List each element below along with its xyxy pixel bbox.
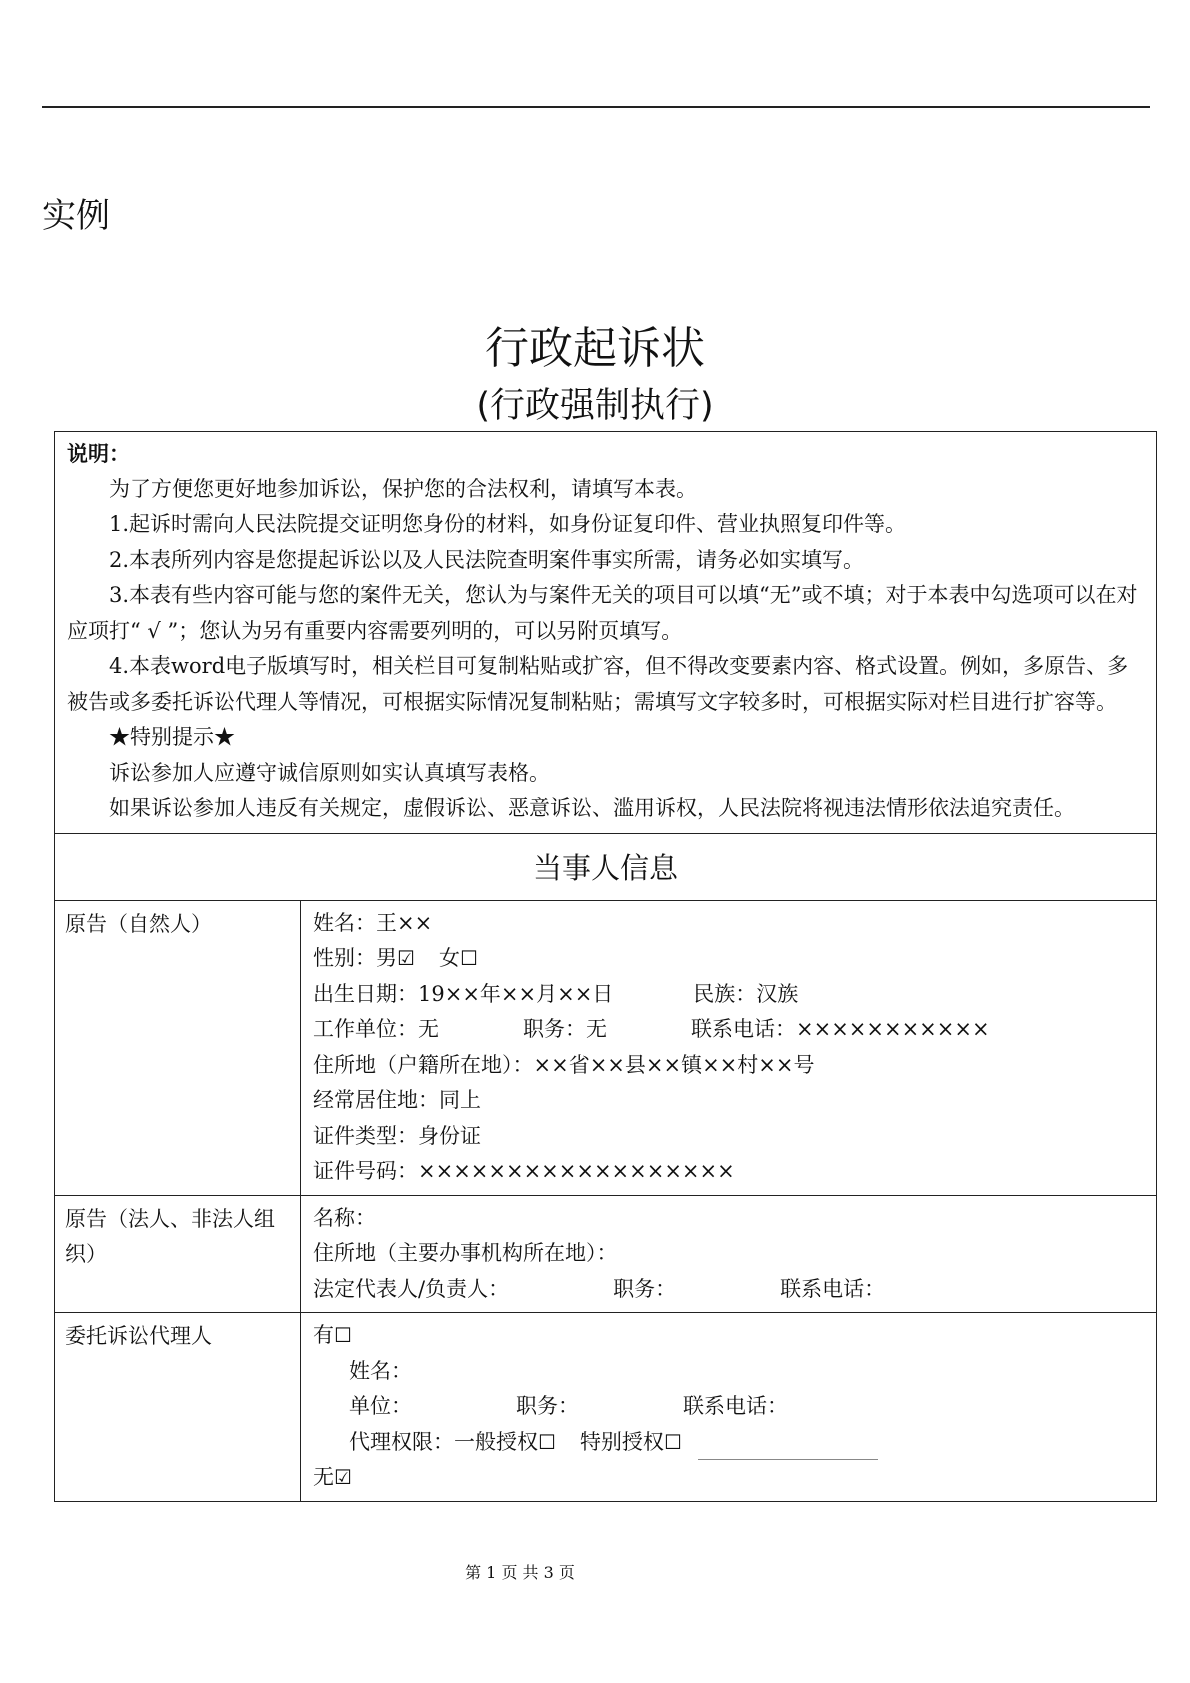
agent-unit-field[interactable]: 单位：: [349, 1394, 412, 1418]
agent-none-label: 无: [313, 1465, 334, 1489]
gender-female-checkbox[interactable]: ☐: [459, 946, 478, 970]
plaintiff-gender-row: [313, 941, 1144, 977]
agent-label: 委托诉讼代理人: [55, 1313, 301, 1502]
header-rule: [42, 106, 1150, 108]
agent-phone-field[interactable]: 联系电话：: [683, 1394, 788, 1418]
agent-name-field[interactable]: 姓名：: [349, 1358, 412, 1383]
complaint-form-table: [54, 431, 1157, 1502]
agent-authority-row: [313, 1425, 1144, 1461]
plaintiff-natural-label: 原告（自然人）: [55, 900, 301, 1195]
plaintiff-legal-fields: [301, 1195, 1157, 1313]
instruction-paragraph: 1.起诉时需向人民法院提交证明您身份的材料，如身份证复印件、营业执照复印件等。: [109, 512, 907, 536]
residence-field[interactable]: 经常居住地：同上: [313, 1088, 481, 1112]
representative-field[interactable]: 法定代表人/负责人：: [313, 1276, 510, 1301]
agent-has-checkbox[interactable]: ☐: [334, 1323, 352, 1347]
agent-has-label: 有: [313, 1323, 334, 1347]
page-number: 第 1 页 共 3 页: [465, 1563, 575, 1582]
section-title-parties: 当事人信息: [55, 833, 1157, 900]
document-subtitle: (行政强制执行): [476, 386, 714, 426]
plaintiff-natural-fields: [301, 900, 1157, 1195]
position-field[interactable]: 职务：无: [523, 1017, 607, 1041]
representative-position-field[interactable]: 职务：: [613, 1276, 677, 1301]
instruction-paragraph: 2.本表所列内容是您提起诉讼以及人民法院查明案件事实所需，请务必如实填写。: [109, 547, 865, 572]
authority-general-checkbox[interactable]: ☐: [538, 1429, 556, 1454]
org-domicile-field[interactable]: 住所地（主要办事机构所在地）：: [313, 1241, 618, 1265]
authority-general-label: 一般授权: [454, 1429, 538, 1454]
instructions-heading: 说明：: [67, 441, 130, 466]
plaintiff-work-row: [313, 1012, 1144, 1048]
org-name-field[interactable]: 名称：: [313, 1205, 376, 1230]
id-number-field[interactable]: 证件号码：××××××××××××××××××: [313, 1159, 735, 1183]
instruction-paragraph: 如果诉讼参加人违反有关规定，虚假诉讼、恶意诉讼、滥用诉权，人民法院将视违法情形依法追究责任。: [109, 796, 1075, 820]
gender-female-label: 女: [438, 946, 460, 970]
agent-none-row: [313, 1460, 1144, 1496]
employer-field[interactable]: 工作单位：无: [313, 1017, 439, 1041]
instruction-paragraph: 4.本表word电子版填写时，相关栏目可复制粘贴或扩容，但不得改变要素内容、格式设置。例如，多原告、多被告或多委托诉讼代理人等情况，可根据实际情况复制粘贴；需填写文字较多时，可根据实际对栏目进行扩容等。: [67, 654, 1129, 714]
authority-label: 代理权限：: [349, 1429, 454, 1454]
id-type-field[interactable]: 证件类型：身份证: [313, 1123, 481, 1148]
plaintiff-birth-row: [313, 977, 1144, 1013]
example-label: 实例: [42, 196, 110, 236]
agent-none-checkbox[interactable]: ☑: [334, 1465, 352, 1489]
plaintiff-legal-label: 原告（法人、非法人组织）: [55, 1195, 301, 1313]
phone-field[interactable]: 联系电话：×××××××××××: [691, 1017, 990, 1041]
special-notice-heading: ★特别提示★: [109, 725, 235, 749]
gender-label: 性别：: [313, 946, 376, 970]
authority-special-checkbox[interactable]: ☐: [663, 1429, 682, 1454]
instruction-paragraph: 3.本表有些内容可能与您的案件无关，您认为与案件无关的项目可以填“无”或不填；对于本表中勾选项可以在对应项打“ √ ”；您认为另有重要内容需要列明的，可以另附页填写。: [67, 583, 1138, 643]
authority-blank-line[interactable]: [698, 1437, 878, 1460]
domicile-field[interactable]: 住所地（户籍所在地）：××省××县××镇××村××号: [313, 1052, 815, 1077]
instructions-block: [55, 432, 1157, 834]
agent-fields: [301, 1313, 1157, 1502]
plaintiff-name-field[interactable]: 姓名：王××: [313, 910, 433, 935]
agent-has-row: [313, 1318, 1144, 1354]
representative-phone-field[interactable]: 联系电话：: [780, 1276, 886, 1301]
org-representative-row: [313, 1272, 1144, 1308]
birth-date-field[interactable]: 出生日期：19××年××月××日: [313, 981, 614, 1006]
instruction-paragraph: 诉讼参加人应遵守诚信原则如实认真填写表格。: [109, 760, 550, 785]
gender-male-label: 男: [376, 946, 397, 970]
document-title: 行政起诉状: [485, 323, 705, 374]
agent-position-field[interactable]: 职务：: [516, 1394, 579, 1418]
agent-unit-row: [313, 1389, 1144, 1425]
authority-special-label: 特别授权: [579, 1429, 664, 1454]
gender-male-checkbox[interactable]: ☑: [397, 946, 415, 970]
instruction-paragraph: 为了方便您更好地参加诉讼，保护您的合法权利，请填写本表。: [109, 476, 697, 501]
ethnicity-field[interactable]: 民族：汉族: [693, 981, 799, 1006]
